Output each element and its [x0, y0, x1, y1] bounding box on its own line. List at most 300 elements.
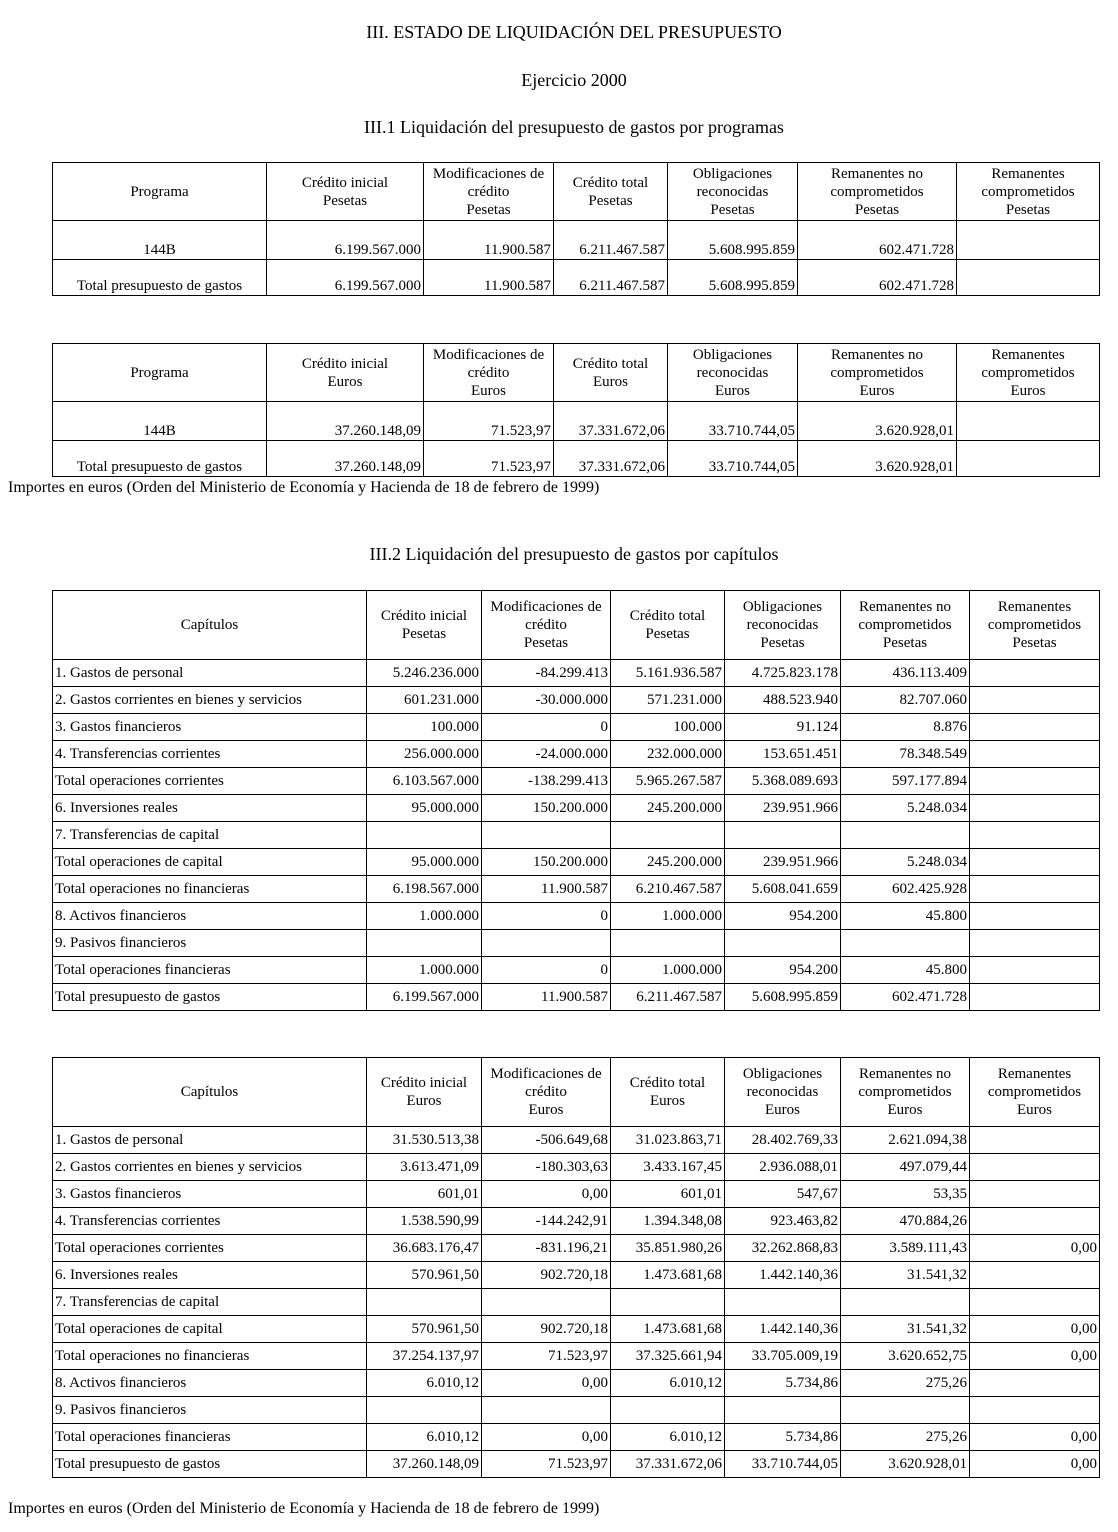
table-row	[53, 1235, 1100, 1262]
column-header	[970, 591, 1100, 660]
amount-cell: 256.000.000	[367, 741, 482, 768]
document-title: III. ESTADO DE LIQUIDACIÓN DEL PRESUPUESTO	[366, 22, 782, 42]
column-header	[267, 344, 424, 402]
column-header-line: Remanentes	[991, 346, 1065, 363]
amount-cell: 1.000.000	[611, 957, 725, 984]
column-header-line: comprometidos	[858, 617, 952, 633]
column-header-line: Pesetas	[645, 626, 690, 642]
amount-cell: -84.299.413	[482, 660, 611, 687]
amount-cell: 11.900.587	[482, 984, 611, 1011]
amount-cell: 5.368.089.693	[725, 768, 841, 795]
column-header-line: crédito	[525, 617, 567, 633]
amount-cell	[482, 1289, 611, 1316]
column-header-line: Capítulos	[180, 1084, 239, 1100]
column-header	[611, 1058, 725, 1127]
amount-cell	[970, 930, 1100, 957]
table-row	[53, 1316, 1100, 1343]
column-header-line: Remanentes	[991, 165, 1065, 182]
column-header	[53, 163, 267, 221]
row-label: Total presupuesto de gastos	[53, 260, 267, 296]
amount-cell: 6.211.467.587	[554, 260, 668, 296]
column-header-line: Crédito total	[629, 1075, 706, 1091]
amount-cell	[367, 930, 482, 957]
amount-cell	[970, 1208, 1100, 1235]
row-label: 3. Gastos financieros	[53, 714, 367, 741]
amount-cell: 602.471.728	[841, 984, 970, 1011]
amount-cell: 37.331.672,06	[554, 402, 668, 441]
column-header-line: crédito	[467, 183, 510, 200]
amount-cell: 95.000.000	[367, 795, 482, 822]
column-header-line: Euros	[406, 1093, 442, 1109]
column-header	[53, 344, 267, 402]
amount-cell	[367, 1397, 482, 1424]
amount-cell: 239.951.966	[725, 849, 841, 876]
amount-cell: 5.248.034	[841, 849, 970, 876]
amount-cell: 1.473.681,68	[611, 1262, 725, 1289]
row-label: Total operaciones no financieras	[53, 876, 367, 903]
amount-cell: 150.200.000	[482, 849, 611, 876]
column-header-line: Pesetas	[401, 626, 447, 642]
column-header	[798, 163, 957, 221]
amount-cell: 1.394.348,08	[611, 1208, 725, 1235]
amount-cell: 33.710.744,05	[725, 1451, 841, 1478]
column-header-line: Obligaciones	[692, 346, 773, 363]
amount-cell	[611, 822, 725, 849]
amount-cell	[970, 660, 1100, 687]
amount-cell	[970, 1154, 1100, 1181]
row-label: 9. Pasivos financieros	[53, 1397, 367, 1424]
column-header-line: Pesetas	[854, 201, 900, 218]
row-label: 4. Transferencias corrientes	[53, 1208, 367, 1235]
row-label: 144B	[53, 221, 267, 260]
column-header	[841, 591, 970, 660]
table-row	[53, 1208, 1100, 1235]
column-header-line: Euros	[327, 373, 363, 390]
column-header	[957, 163, 1100, 221]
amount-cell: 11.900.587	[424, 260, 554, 296]
amount-cell	[970, 822, 1100, 849]
column-header-line: Euros	[650, 1093, 685, 1109]
amount-cell: 601,01	[367, 1181, 482, 1208]
amount-cell: 0,00	[970, 1451, 1100, 1478]
column-header-line: Crédito inicial	[301, 174, 389, 191]
row-label: 1. Gastos de personal	[53, 660, 367, 687]
column-header-line: Crédito inicial	[380, 608, 468, 624]
amount-cell	[367, 822, 482, 849]
column-header-line: Capítulos	[180, 617, 239, 633]
amount-cell: 3.620.928,01	[798, 441, 957, 477]
table-row	[53, 687, 1100, 714]
table-row	[53, 768, 1100, 795]
amount-cell: 0	[482, 714, 611, 741]
column-header	[970, 1058, 1100, 1127]
column-header-line: Obligaciones	[692, 165, 773, 182]
amount-cell: 71.523,97	[482, 1451, 611, 1478]
column-header-line: Remanentes no	[858, 599, 952, 615]
amount-cell: 602.471.728	[798, 221, 957, 260]
table-row	[53, 930, 1100, 957]
table-row	[53, 402, 1100, 441]
column-header-line: Euros	[765, 1102, 800, 1118]
amount-cell: 601,01	[611, 1181, 725, 1208]
column-header	[53, 591, 367, 660]
row-label: 3. Gastos financieros	[53, 1181, 367, 1208]
row-label: 2. Gastos corrientes en bienes y servicios	[53, 1154, 367, 1181]
row-label: 7. Transferencias de capital	[53, 1289, 367, 1316]
amount-cell: 6.211.467.587	[554, 221, 668, 260]
amount-cell: -831.196,21	[482, 1235, 611, 1262]
amount-cell: 37.254.137,97	[367, 1343, 482, 1370]
amount-cell	[970, 714, 1100, 741]
amount-cell: 245.200.000	[611, 849, 725, 876]
table-row	[53, 795, 1100, 822]
column-header-line: Euros	[593, 373, 628, 390]
amount-cell: 71.523,97	[482, 1343, 611, 1370]
column-header-line: Modificaciones de	[490, 599, 602, 615]
table-row	[53, 1127, 1100, 1154]
amount-cell	[970, 741, 1100, 768]
row-label: 6. Inversiones reales	[53, 1262, 367, 1289]
table-row	[53, 221, 1100, 260]
row-label: 7. Transferencias de capital	[53, 822, 367, 849]
column-header-line: Euros	[715, 382, 750, 399]
table-row	[53, 1262, 1100, 1289]
amount-cell: 497.079,44	[841, 1154, 970, 1181]
row-label: 4. Transferencias corrientes	[53, 741, 367, 768]
column-header-line: Pesetas	[760, 635, 805, 651]
amount-cell: 1.442.140,36	[725, 1316, 841, 1343]
column-header-line: comprometidos	[830, 364, 924, 381]
amount-cell	[957, 260, 1100, 296]
amount-cell: 3.620.928,01	[841, 1451, 970, 1478]
row-label: 6. Inversiones reales	[53, 795, 367, 822]
column-header	[367, 1058, 482, 1127]
column-header-line: Euros	[859, 382, 895, 399]
amount-cell: 33.710.744,05	[668, 402, 798, 441]
amount-cell: 902.720,18	[482, 1262, 611, 1289]
amount-cell: 6.010,12	[611, 1424, 725, 1451]
column-header-line: Pesetas	[1005, 201, 1051, 218]
amount-cell: 5.246.236.000	[367, 660, 482, 687]
amount-cell: 78.348.549	[841, 741, 970, 768]
amount-cell	[970, 1397, 1100, 1424]
amount-cell: 6.010,12	[367, 1370, 482, 1397]
column-header-line: crédito	[467, 364, 510, 381]
amount-cell	[611, 930, 725, 957]
amount-cell: 11.900.587	[482, 876, 611, 903]
amount-cell: 570.961,50	[367, 1316, 482, 1343]
column-header-line: Programa	[130, 364, 189, 381]
amount-cell: 100.000	[367, 714, 482, 741]
amount-cell: 239.951.966	[725, 795, 841, 822]
column-header-line: Obligaciones	[742, 1066, 823, 1082]
amount-cell	[611, 1397, 725, 1424]
amount-cell: 45.800	[841, 957, 970, 984]
amount-cell: 954.200	[725, 957, 841, 984]
row-label: Total operaciones corrientes	[53, 768, 367, 795]
amount-cell: 1.473.681,68	[611, 1316, 725, 1343]
table-row	[53, 957, 1100, 984]
amount-cell	[482, 1397, 611, 1424]
amount-cell: 0,00	[970, 1316, 1100, 1343]
row-label: Total operaciones financieras	[53, 1424, 367, 1451]
amount-cell: 5.608.041.659	[725, 876, 841, 903]
amount-cell: 5.608.995.859	[668, 260, 798, 296]
amount-cell: 37.331.672,06	[554, 441, 668, 477]
table-row	[53, 441, 1100, 477]
column-header-line: comprometidos	[858, 1084, 952, 1100]
amount-cell: 153.651.451	[725, 741, 841, 768]
amount-cell: 2.936.088,01	[725, 1154, 841, 1181]
column-header-line: reconocidas	[696, 364, 769, 381]
amount-cell	[970, 876, 1100, 903]
amount-cell: 1.442.140,36	[725, 1262, 841, 1289]
amount-cell: -24.000.000	[482, 741, 611, 768]
column-header-line: Euros	[1017, 1102, 1052, 1118]
amount-cell	[367, 1289, 482, 1316]
amount-cell: 150.200.000	[482, 795, 611, 822]
column-header-line: comprometidos	[981, 183, 1075, 200]
column-header	[725, 1058, 841, 1127]
amount-cell: 11.900.587	[424, 221, 554, 260]
column-header	[841, 1058, 970, 1127]
column-header-line: Remanentes no	[858, 1066, 952, 1082]
amount-cell	[841, 930, 970, 957]
importes-note-bottom: Importes en euros (Orden del Ministerio de Economía y Hacienda de 18 de febrero de 1999)	[8, 1500, 600, 1517]
column-header	[53, 1058, 367, 1127]
amount-cell	[970, 768, 1100, 795]
amount-cell: 275,26	[841, 1424, 970, 1451]
table-row	[53, 849, 1100, 876]
column-header	[482, 591, 611, 660]
amount-cell: -180.303,63	[482, 1154, 611, 1181]
table-row	[53, 660, 1100, 687]
column-header	[554, 163, 668, 221]
column-header-line: comprometidos	[981, 364, 1075, 381]
column-header-line: comprometidos	[987, 617, 1082, 633]
column-header	[668, 344, 798, 402]
amount-cell: 3.589.111,43	[841, 1235, 970, 1262]
amount-cell	[725, 1397, 841, 1424]
amount-cell	[841, 1289, 970, 1316]
amount-cell: 91.124	[725, 714, 841, 741]
row-label: Total presupuesto de gastos	[53, 984, 367, 1011]
amount-cell: 6.210.467.587	[611, 876, 725, 903]
amount-cell: 37.331.672,06	[611, 1451, 725, 1478]
column-header-line: Obligaciones	[742, 599, 823, 615]
amount-cell: 1.000.000	[367, 903, 482, 930]
column-header-line: Remanentes	[997, 1066, 1072, 1082]
column-header-line: Crédito inicial	[301, 355, 389, 372]
amount-cell: 0,00	[482, 1370, 611, 1397]
amount-cell: 923.463,82	[725, 1208, 841, 1235]
amount-cell	[611, 1289, 725, 1316]
amount-cell	[957, 402, 1100, 441]
amount-cell	[725, 822, 841, 849]
column-header-line: Pesetas	[322, 192, 368, 209]
row-label: 2. Gastos corrientes en bienes y servicios	[53, 687, 367, 714]
column-header-line: Modificaciones de	[432, 165, 545, 182]
amount-cell	[957, 441, 1100, 477]
amount-cell: 232.000.000	[611, 741, 725, 768]
row-label: Total operaciones no financieras	[53, 1343, 367, 1370]
amount-cell: 6.199.567.000	[267, 221, 424, 260]
amount-cell	[957, 221, 1100, 260]
amount-cell: 36.683.176,47	[367, 1235, 482, 1262]
column-header-line: Crédito inicial	[380, 1075, 468, 1091]
amount-cell	[725, 930, 841, 957]
amount-cell: 954.200	[725, 903, 841, 930]
amount-cell: 37.260.148,09	[367, 1451, 482, 1478]
amount-cell	[970, 1370, 1100, 1397]
amount-cell: 6.010,12	[611, 1370, 725, 1397]
table-row	[53, 1181, 1100, 1208]
amount-cell: 6.103.567.000	[367, 768, 482, 795]
amount-cell: 470.884,26	[841, 1208, 970, 1235]
column-header-line: Pesetas	[882, 635, 928, 651]
table-row	[53, 1451, 1100, 1478]
column-header	[798, 344, 957, 402]
column-header-line: Crédito total	[629, 608, 706, 624]
amount-cell: 602.471.728	[798, 260, 957, 296]
amount-cell: 28.402.769,33	[725, 1127, 841, 1154]
amount-cell: 5.965.267.587	[611, 768, 725, 795]
table-row	[53, 1424, 1100, 1451]
amount-cell: 71.523,97	[424, 402, 554, 441]
amount-cell: 902.720,18	[482, 1316, 611, 1343]
table-row	[53, 1289, 1100, 1316]
column-header-line: Crédito total	[572, 355, 649, 372]
amount-cell: 0,00	[970, 1235, 1100, 1262]
amount-cell: 571.231.000	[611, 687, 725, 714]
column-header-line: Modificaciones de	[432, 346, 545, 363]
amount-cell: 245.200.000	[611, 795, 725, 822]
column-header-line: comprometidos	[987, 1084, 1082, 1100]
column-header-line: comprometidos	[830, 183, 924, 200]
row-label: Total operaciones corrientes	[53, 1235, 367, 1262]
amount-cell	[841, 1397, 970, 1424]
column-header-line: Modificaciones de	[490, 1066, 602, 1082]
column-header-line: Euros	[887, 1102, 923, 1118]
capitulos-euros-table	[52, 1057, 1100, 1478]
amount-cell: 100.000	[611, 714, 725, 741]
amount-cell	[970, 849, 1100, 876]
amount-cell: 8.876	[841, 714, 970, 741]
amount-cell: 53,35	[841, 1181, 970, 1208]
amount-cell: 5.161.936.587	[611, 660, 725, 687]
amount-cell: 1.000.000	[367, 957, 482, 984]
column-header	[424, 344, 554, 402]
amount-cell: 0,00	[482, 1424, 611, 1451]
row-label: Total operaciones de capital	[53, 1316, 367, 1343]
amount-cell: 1.538.590,99	[367, 1208, 482, 1235]
amount-cell: 31.541,32	[841, 1316, 970, 1343]
row-label: 8. Activos financieros	[53, 1370, 367, 1397]
amount-cell: 6.199.567.000	[267, 260, 424, 296]
column-header-line: reconocidas	[746, 1084, 819, 1100]
column-header	[367, 591, 482, 660]
amount-cell: 5.734,86	[725, 1370, 841, 1397]
amount-cell: 4.725.823.178	[725, 660, 841, 687]
programas-euros-table	[52, 343, 1100, 477]
importes-note: Importes en euros (Orden del Ministerio de Economía y Hacienda de 18 de febrero de 1999)	[8, 479, 600, 496]
amount-cell: -138.299.413	[482, 768, 611, 795]
amount-cell: -506.649,68	[482, 1127, 611, 1154]
amount-cell	[725, 1289, 841, 1316]
amount-cell: 5.248.034	[841, 795, 970, 822]
column-header-line: Pesetas	[466, 201, 511, 218]
row-label: Total presupuesto de gastos	[53, 1451, 367, 1478]
amount-cell: 37.325.661,94	[611, 1343, 725, 1370]
row-label: 144B	[53, 402, 267, 441]
section-1-heading: III.1 Liquidación del presupuesto de gastos por programas	[364, 117, 784, 137]
amount-cell: 33.705.009,19	[725, 1343, 841, 1370]
amount-cell	[970, 1262, 1100, 1289]
table-row	[53, 1154, 1100, 1181]
amount-cell: 33.710.744,05	[668, 441, 798, 477]
table-row	[53, 1397, 1100, 1424]
amount-cell: 5.734,86	[725, 1424, 841, 1451]
amount-cell	[970, 687, 1100, 714]
table-row	[53, 1370, 1100, 1397]
row-label: Total operaciones financieras	[53, 957, 367, 984]
amount-cell: 602.425.928	[841, 876, 970, 903]
amount-cell	[970, 795, 1100, 822]
amount-cell: 3.620.652,75	[841, 1343, 970, 1370]
amount-cell: 71.523,97	[424, 441, 554, 477]
amount-cell: 2.621.094,38	[841, 1127, 970, 1154]
amount-cell: 488.523.940	[725, 687, 841, 714]
amount-cell: -30.000.000	[482, 687, 611, 714]
amount-cell: 6.198.567.000	[367, 876, 482, 903]
amount-cell: 436.113.409	[841, 660, 970, 687]
amount-cell: 31.023.863,71	[611, 1127, 725, 1154]
table-row	[53, 903, 1100, 930]
column-header-line: Euros	[471, 382, 506, 399]
column-header	[668, 163, 798, 221]
section-2-heading: III.2 Liquidación del presupuesto de gastos por capítulos	[369, 544, 779, 564]
row-label: Total presupuesto de gastos	[53, 441, 267, 477]
column-header-line: Euros	[528, 1102, 564, 1118]
amount-cell: 6.199.567.000	[367, 984, 482, 1011]
table-row	[53, 876, 1100, 903]
column-header-line: Remanentes no	[830, 346, 924, 363]
column-header	[957, 344, 1100, 402]
amount-cell: 0,00	[970, 1424, 1100, 1451]
amount-cell: 31.530.513,38	[367, 1127, 482, 1154]
row-label: Total operaciones de capital	[53, 849, 367, 876]
amount-cell: 3.613.471,09	[367, 1154, 482, 1181]
column-header-line: Pesetas	[710, 201, 755, 218]
table-row	[53, 1343, 1100, 1370]
table-row	[53, 260, 1100, 296]
programas-pesetas-table	[52, 162, 1100, 296]
column-header-line: reconocidas	[746, 617, 819, 633]
amount-cell: 547,67	[725, 1181, 841, 1208]
column-header	[554, 344, 668, 402]
row-label: 1. Gastos de personal	[53, 1127, 367, 1154]
column-header-line: Programa	[130, 183, 189, 200]
row-label: 8. Activos financieros	[53, 903, 367, 930]
table-row	[53, 714, 1100, 741]
amount-cell: 37.260.148,09	[267, 402, 424, 441]
amount-cell: 6.010,12	[367, 1424, 482, 1451]
column-header-line: Crédito total	[572, 174, 649, 191]
amount-cell: 597.177.894	[841, 768, 970, 795]
column-header-line: Pesetas	[1012, 635, 1057, 651]
column-header-line: reconocidas	[696, 183, 769, 200]
amount-cell	[841, 822, 970, 849]
